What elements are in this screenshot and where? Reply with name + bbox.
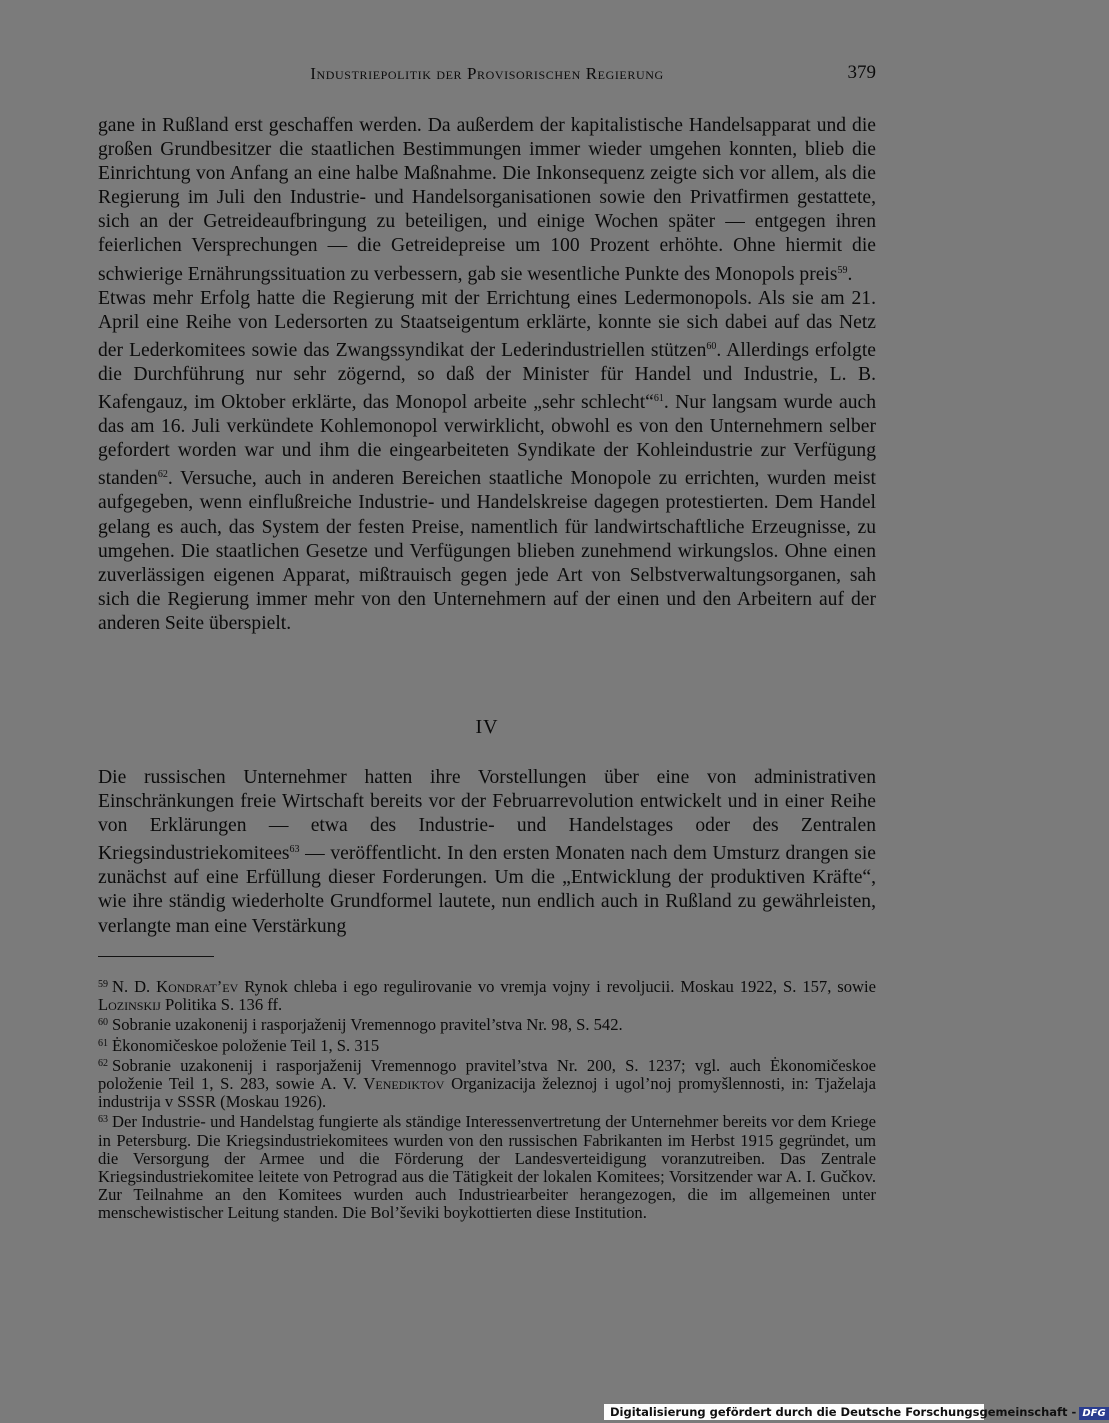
footnote-author: N. D. Kondrat’ev [112, 977, 239, 996]
footnote-reference[interactable]: 60 [706, 340, 717, 352]
funding-notice [604, 1404, 1106, 1420]
footnote-63 [98, 1111, 876, 1222]
footnote-number: 63 [98, 1114, 108, 1126]
section-heading: IV [475, 716, 499, 738]
paragraph-text: Etwas mehr Erfolg hatte die Regierung mit der Errichtung eines Ledermonopols. Als sie am 21. April eine Reihe von Ledersorten zu Staatseigentum erklärte, konnte sie sich dabei auf das Netz der Lederkomitees sowie das Zwangssyndikat der Lederindustriellen stützen [98, 287, 876, 361]
footnote-text: Politika S. 136 ff. [160, 995, 283, 1015]
footnote-number: 60 [98, 1017, 108, 1029]
paragraph [98, 766, 876, 939]
paragraph-text: — veröffentlicht. In den ersten Monaten nach dem Umsturz drangen sie zunächst auf eine Erfüllung dieser Forderungen. Um die „Entwicklung der produktiven Kräfte“, wie ihre ständig wiederholte Grundformel lautete, nun endlich auch in Rußland zu gewährleisten, verlangte man eine Verstärkung [98, 843, 876, 937]
page-number: 379 [847, 62, 876, 83]
page-header [98, 60, 876, 90]
footnote-reference[interactable]: 62 [157, 469, 168, 481]
footnote-60 [98, 1014, 876, 1034]
footnote-author: Lozinskij [98, 995, 161, 1015]
paragraph [98, 287, 876, 636]
footnote-number: 62 [98, 1057, 108, 1069]
footnote-text: Rynok chleba i ego regulirovanie vo vremja vojny i revoljucii. Moskau 1922, S. 157, sowie [238, 977, 877, 996]
footnote-reference[interactable]: 63 [289, 844, 300, 856]
footnote-text: Sobranie uzakonenij i rasporjaženij Vremennogo pravitel’stva Nr. 200, S. 1237; vgl. auch Ėkonomičeskoe položenie Teil 1, S. 283, sowie A. V. [98, 1055, 876, 1094]
footnote-divider [98, 956, 214, 957]
footnote-62 [98, 1055, 876, 1112]
footnote-59 [98, 976, 876, 1014]
footnote-reference[interactable]: 59 [837, 264, 848, 276]
footnote-text: Ėkonomičeskoe položenie Teil 1, S. 315 [112, 1035, 380, 1055]
footnote-text: Organizacija železnoj i ugol’noj promyšlennosti, in: Tjaželaja industrija v SSSR (Moskau 1926). [98, 1074, 877, 1112]
paragraph-text: . Allerdings erfolgte die Durchführung nur sehr zögernd, so daß der Minister für Handel und Industrie, L. B. Kafengauz, im Oktober erklärte, das Monopol arbeite „sehr schlecht“ [98, 339, 876, 414]
funding-text: Digitalisierung gefördert durch die Deutsche Forschungsgemeinschaft - [610, 1405, 1077, 1419]
running-title: Industriepolitik der Provisorischen Regierung [310, 64, 664, 83]
paragraph: gane in Rußland erst geschaffen werden. Da außerdem der kapitalistische Handelsapparat und die großen Grundbesitzer die staatlichen Bestimmungen immer wieder umgehen konnten, blieb die Einrichtung von Anfang an eine halbe Maßnahme. Die Inkonsequenz zeigte sich vor allem, als die Regierung im Juli den Industrie- und Handelsorganisationen sowie den Privatfirmen gestattete, sich an der Getreideaufbringung zu beteiligen, und einige Wochen später — entgegen ihren feierlichen Versprechungen — die Getreidepreise um 100 Prozent erhöhte. Ohne hiermit die schwierige Ernährungssituation zu verbessern, gab sie wesentliche Punkte des Monopols preis$^{59}$. [98, 115, 876, 285]
footnote-61 [98, 1035, 876, 1055]
footnote-text: Der Industrie- und Handelstag fungierte als ständige Interessenvertretung der Unternehmer bereits vor dem Kriege in Petersburg. Die Kriegsindustriekomitees wurden von den russischen Fabrikanten im Herbst 1915 gegründet, um die Versorgung der Armee und die Förderung der Landesverteidigung voranzutreiben. Das Zentrale Kriegsindustriekomitee leitete von Petrograd aus die Tätigkeit der lokalen Komitees; Vorsitzender war A. I. Gučkov. Zur Teilnahme an den Komitees wurden auch Industriearbeiter herangezogen, die im allgemeinen unter menschewistischer Leitung standen. Die Bol’ševiki boykottierten diese Institution. [98, 1112, 876, 1223]
main-text-bottom [98, 766, 876, 939]
main-text-top [98, 114, 876, 636]
footnote-author: Venediktov [363, 1074, 445, 1094]
footnote-number: 59 [98, 979, 108, 990]
paragraph-text: gane in Rußland erst geschaffen werden. Da außerdem der kapitalistische Handelsapparat und die großen Grundbesitzer die staatlichen Bestimmungen immer wieder umgehen konnten, blieb die Einrichtung von Anfang an eine halbe Maßnahme. Die Inkonsequenz zeigte sich vor allem, als die Regierung im Juli den Industrie- und Handelsorganisationen sowie den Privatfirmen gestattete, sich an der Getreideaufbringung zu beteiligen, und einige Wochen später — entgegen ihren feierlichen Versprechungen — die Getreidepreise um 100 Prozent erhöhte. Ohne hiermit die schwierige Ernährungssituation zu verbessern, gab sie wesentliche Punkte des Monopols preis [98, 115, 876, 285]
footnotes [98, 976, 876, 1223]
footnote-reference[interactable]: 61 [653, 393, 664, 405]
dfg-logo: DFG [1079, 1407, 1108, 1420]
footnote-text: Sobranie uzakonenij i rasporjaženij Vremennogo pravitel’stva Nr. 98, S. 542. [112, 1015, 623, 1035]
footnote-number: 61 [98, 1037, 108, 1049]
paragraph-text: . Versuche, auch in anderen Bereichen staatliche Monopole zu errichten, wurden meist aufgegeben, wenn einflußreiche Industrie- und Handelskreise dagegen protestierten. Dem Handel gelang es auch, das System der festen Preise, namentlich für landwirtschaftliche Erzeugnisse, zu umgehen. Die staatlichen Gesetze und Verfügungen blieben zunehmend wirkungslos. Ohne einen zuverlässigen eigenen Apparat, mißtrauisch gegen jede Art von Selbstverwaltungsorganen, sah sich die Regierung immer mehr von den Unternehmern auf der einen und den Arbeitern auf der anderen Seite überspielt. [98, 468, 876, 634]
paragraph-text: Die russischen Unternehmer hatten ihre Vorstellungen über eine von administrativen Einschränkungen freie Wirtschaft bereits vor der Februarrevolution entwickelt und in einer Reihe von Erklärungen — etwa des Industrie- und Handelstages oder des Zentralen Kriegsindustriekomitees [98, 767, 876, 865]
paragraph-text: . Nur langsam wurde auch das am 16. Juli verkündete Kohlemonopol verwirklicht, obwohl es von den Unternehmern selber gefordert worden war und ihm die eingearbeiteten Syndikate der Kohleindustrie zur Verfügung standen [98, 392, 876, 490]
